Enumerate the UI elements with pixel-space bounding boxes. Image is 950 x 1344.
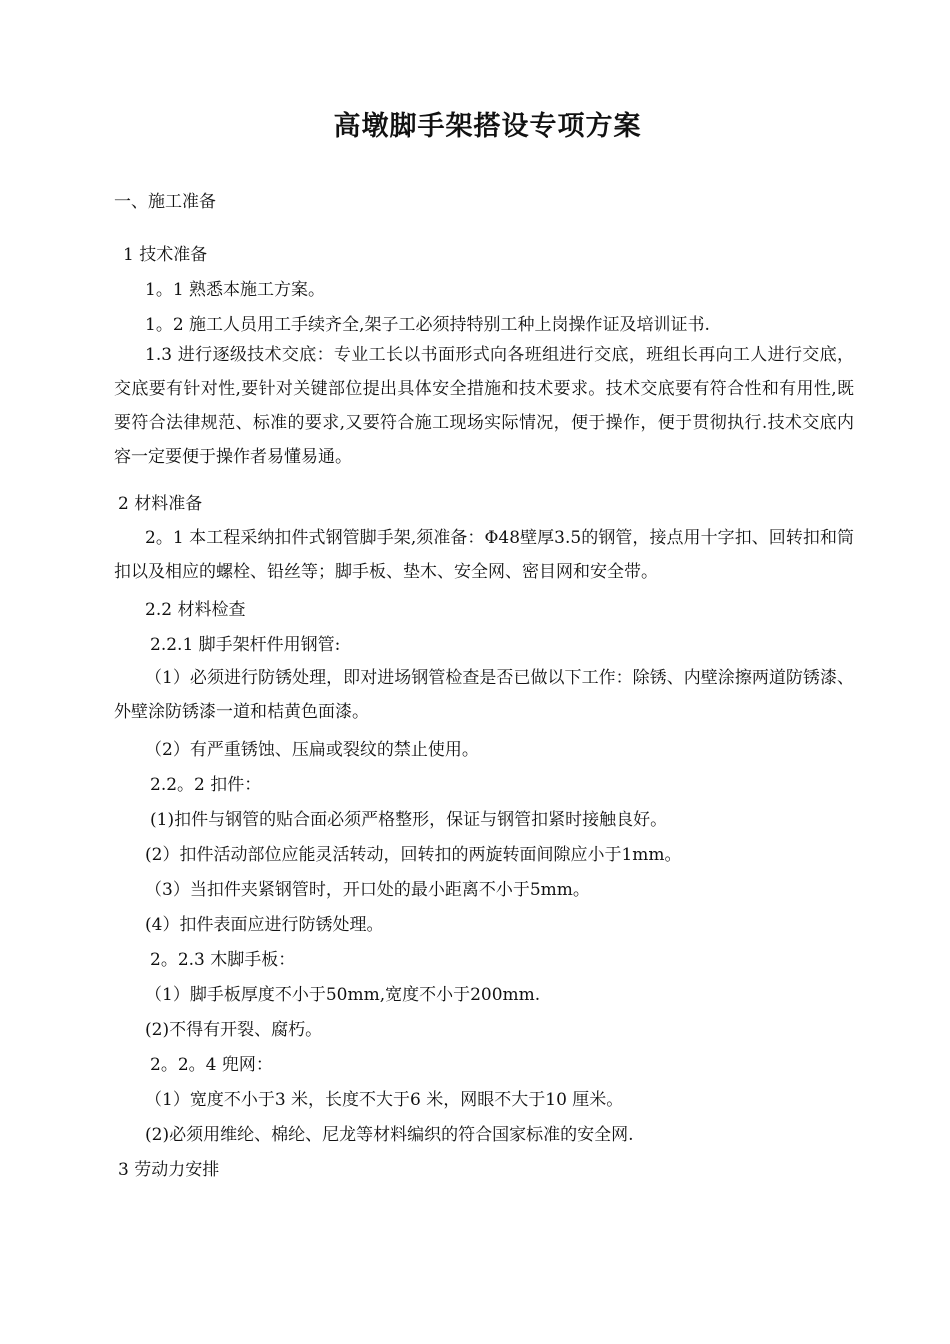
steel-pipe-rule-1-text: （1）必须进行防锈处理，即对进场钢管检查是否已做以下工作：除锈、内壁涂擦两道防锈漆、外壁涂防锈漆一道和桔黄色面漆。 [114,668,854,722]
fastener-rule-3: （3）当扣件夹紧钢管时，开口处的最小距离不小于5mm。 [145,880,590,900]
steel-pipe-rule-2: （2）有严重锈蚀、压扁或裂纹的禁止使用。 [145,740,479,760]
item-2-1-text: 2。1 本工程采纳扣件式钢管脚手架,须准备：Φ48壁厚3.5的钢管，接点用十字扣、回转扣和筒扣以及相应的螺栓、铅丝等；脚手板、垫木、安全网、密目网和安全带。 [114,528,854,582]
item-1-2: 1。2 施工人员用工手续齐全,架子工必须持特别工种上岗操作证及培训证书. [145,315,710,335]
fastener-rule-1: (1)扣件与钢管的贴合面必须严格整形，保证与钢管扣紧时接触良好。 [150,810,668,830]
subsection-heading-material-prep: 2 材料准备 [118,494,203,514]
item-2-2: 2.2 材料检查 [145,600,246,620]
document-title: 高墩脚手架搭设专项方案 [333,111,642,142]
fastener-rule-4: (4）扣件表面应进行防锈处理。 [145,915,384,935]
section-heading-construction-prep: 一、施工准备 [114,192,216,212]
wood-board-rule-1: （1）脚手板厚度不小于50mm,宽度不小于200mm. [145,985,541,1005]
safety-net-rule-2: (2)必须用维纶、棉纶、尼龙等材料编织的符合国家标准的安全网. [145,1125,634,1145]
safety-net-heading: 2。2。4 兜网： [150,1055,273,1075]
subsection-heading-tech-prep: 1 技术准备 [123,245,208,265]
wood-board-rule-2: (2)不得有开裂、腐朽。 [145,1020,323,1040]
safety-net-rule-1: （1）宽度不小于3 米，长度不大于6 米，网眼不大于10 厘米。 [145,1090,624,1110]
item-1-1: 1。1 熟悉本施工方案。 [145,280,326,300]
subsection-heading-labor: 3 劳动力安排 [118,1160,220,1180]
steel-pipe-heading: 2.2.1 脚手架杆件用钢管: [150,635,341,655]
fastener-rule-2: (2）扣件活动部位应能灵活转动，回转扣的两旋转面间隙应小于1mm。 [145,845,682,865]
item-1-3-paragraph [114,338,854,474]
wood-board-heading: 2。2.3 木脚手板： [150,950,296,970]
item-1-3-text: 1.3 进行逐级技术交底：专业工长以书面形式向各班组进行交底，班组长再向工人进行交底，交底要有针对性,要针对关键部位提出具体安全措施和技术要求。技术交底要有符合性和有用性,既要符合法律规范、标准的要求,又要符合施工现场实际情况，便于操作，便于贯彻执行.技术交底内容一定要便于操作者易懂易通。 [114,345,854,467]
item-2-1-paragraph [114,521,854,589]
fastener-heading: 2.2。2 扣件： [150,775,262,795]
steel-pipe-rule-1-paragraph [114,661,854,729]
